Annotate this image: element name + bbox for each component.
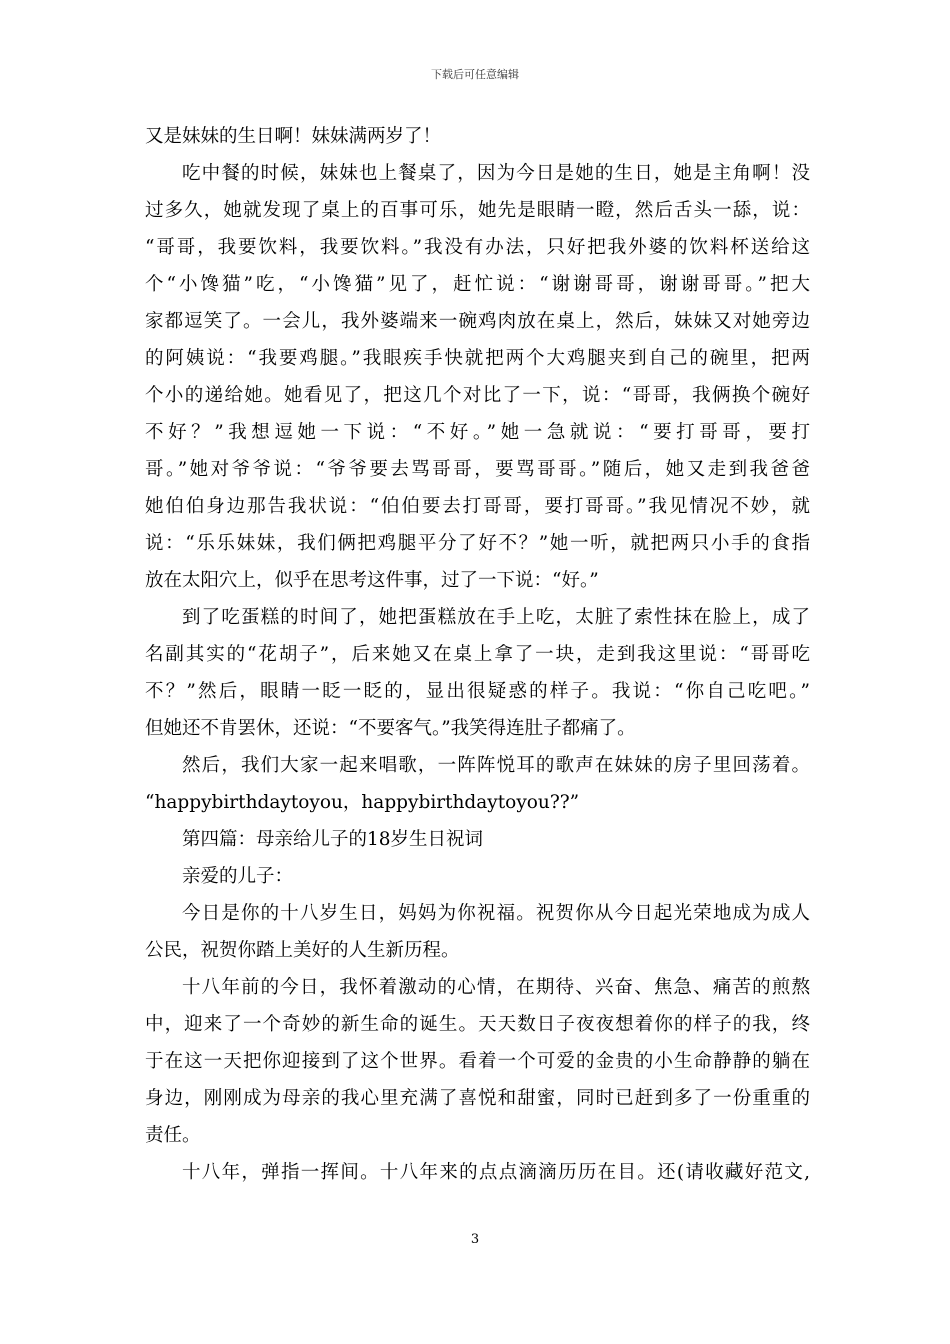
text-line: 的阿姨说：“我要鸡腿。”我眼疾手快就把两个大鸡腿夹到自己的碗里，把两 bbox=[145, 348, 810, 369]
text-line: 名副其实的“花胡子”，后来她又在桌上拿了一块，走到我这里说：“哥哥吃 bbox=[145, 644, 810, 665]
text-line: 到了吃蛋糕的时间了，她把蛋糕放在手上吃，太脏了索性抹在脸上，成了 bbox=[182, 607, 810, 628]
text-line: 中，迎来了一个奇妙的新生命的诞生。天天数日子夜夜想着你的样子的我，终 bbox=[145, 1014, 810, 1035]
text-line: 于在这一天把你迎接到了这个世界。看着一个可爱的金贵的小生命静静的躺在 bbox=[145, 1051, 810, 1072]
text-line: 不？”然后，眼睛一眨一眨的，显出很疑惑的样子。我说：“你自己吃吧。” bbox=[145, 681, 810, 702]
text-line: 十八年，弹指一挥间。十八年来的点点滴滴历历在目。还(请收藏好范文, bbox=[182, 1162, 810, 1183]
text-line: 但她还不肯罢休，还说：“不要客气。”我笑得连肚子都痛了。 bbox=[145, 718, 636, 739]
text-line: 身边，刚刚成为母亲的我心里充满了喜悦和甜蜜，同时已赶到多了一份重重的 bbox=[145, 1088, 810, 1109]
text-line: 放在太阳穴上，似乎在思考这件事，过了一下说：“好。” bbox=[145, 570, 599, 591]
text-line: 十八年前的今日，我怀着激动的心情，在期待、兴奋、焦急、痛苦的煎熬 bbox=[182, 977, 810, 998]
page-number: 3 bbox=[470, 1232, 480, 1247]
text-line: 个“小馋猫”吃，“小馋猫”见了，赶忙说：“谢谢哥哥，谢谢哥哥。”把大 bbox=[145, 274, 810, 295]
text-line: 然后，我们大家一起来唱歌，一阵阵悦耳的歌声在妹妹的房子里回荡着。 bbox=[182, 755, 810, 776]
text-line: 她伯伯身边那告我状说：“伯伯要去打哥哥，要打哥哥。”我见情况不妙，就 bbox=[145, 496, 810, 517]
text-line: “happybirthdaytoyou，happybirthdaytoyou??” bbox=[145, 792, 580, 813]
text-line: 哥。”她对爷爷说：“爷爷要去骂哥哥，要骂哥哥。”随后，她又走到我爸爸 bbox=[145, 459, 810, 480]
text-line: 个小的递给她。她看见了，把这几个对比了一下，说：“哥哥，我俩换个碗好 bbox=[145, 385, 810, 406]
document-body bbox=[145, 118, 810, 1191]
page-header: 下载后可任意编辑 bbox=[431, 68, 519, 81]
text-line: 说：“乐乐妹妹，我们俩把鸡腿平分了好不？”她一听，就把两只小手的食指 bbox=[145, 533, 810, 554]
text-line: 过多久，她就发现了桌上的百事可乐，她先是眼睛一瞪，然后舌头一舔，说： bbox=[145, 200, 810, 221]
text-line: 第四篇：母亲给儿子的18岁生日祝词 bbox=[182, 829, 484, 850]
text-line: 吃中餐的时候，妹妹也上餐桌了，因为今日是她的生日，她是主角啊！没 bbox=[182, 163, 810, 184]
text-line: 今日是你的十八岁生日，妈妈为你祝福。祝贺你从今日起光荣地成为成人 bbox=[182, 903, 810, 924]
text-line: 家都逗笑了。一会儿，我外婆端来一碗鸡肉放在桌上，然后，妹妹又对她旁边 bbox=[145, 311, 810, 332]
text-line: 责任。 bbox=[145, 1125, 201, 1146]
text-line: 又是妹妹的生日啊！妹妹满两岁了！ bbox=[145, 126, 442, 147]
text-line: 亲爱的儿子： bbox=[182, 866, 294, 887]
text-line: 不好？”我想逗她一下说：“不好。”她一急就说：“要打哥哥，要打 bbox=[145, 422, 810, 443]
text-line: 公民，祝贺你踏上美好的人生新历程。 bbox=[145, 940, 460, 961]
text-line: “哥哥，我要饮料，我要饮料。”我没有办法，只好把我外婆的饮料杯送给这 bbox=[145, 237, 810, 258]
